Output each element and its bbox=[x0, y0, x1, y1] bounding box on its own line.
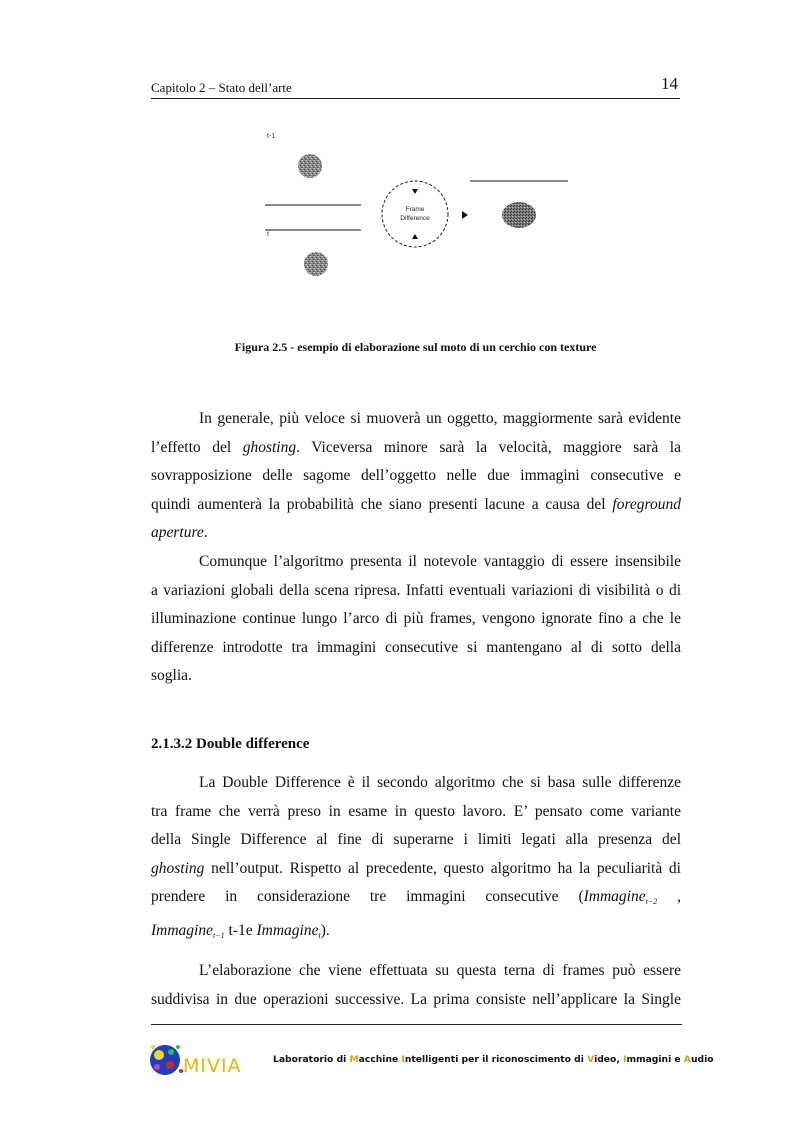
text-run-italic: Immagine bbox=[583, 888, 646, 905]
node-label-line2: Difference bbox=[400, 215, 430, 222]
difference-result-blob bbox=[502, 202, 536, 228]
text-line: soglia. bbox=[151, 667, 192, 684]
text-line: tra frame che verrà preso in esame in questo lavoro. E’ pensato come variante bbox=[151, 802, 681, 820]
text-line: Comunque l’algoritmo presenta il notevole vantaggio di essere insensibile bbox=[199, 553, 681, 570]
text-run: ntelligenti per il riconoscimento di bbox=[404, 1054, 588, 1065]
text-line: differenze introdotte tra immagini consecutive si mantengano al di sotto della bbox=[151, 638, 681, 656]
paragraph-advantage bbox=[151, 548, 681, 691]
text-line: suddivisa in due operazioni successive. La prima consiste nell’applicare la Single bbox=[151, 990, 681, 1008]
text-run: nell’output. Rispetto al precedente, questo algoritmo ha la peculiarità di bbox=[204, 859, 681, 877]
text-run: udio bbox=[690, 1054, 714, 1065]
chapter-title: Capitolo 2 – Stato dell’arte bbox=[151, 80, 292, 95]
paragraph-double-difference bbox=[151, 769, 681, 950]
text-line bbox=[151, 883, 681, 917]
text-line: La Double Difference è il secondo algoritmo che si basa sulle differenze bbox=[199, 774, 681, 791]
text-run: mmagini e bbox=[626, 1054, 684, 1065]
mivia-logo bbox=[145, 1038, 245, 1080]
text-line: L’elaborazione che viene effettuata su questa terna di frames può essere bbox=[199, 962, 681, 979]
label-t: t bbox=[267, 231, 269, 238]
label-t-minus-1: t-1 bbox=[267, 133, 276, 140]
text-run: ideo, bbox=[594, 1054, 624, 1065]
text-run-italic: ghosting bbox=[242, 438, 297, 456]
text-line: della Single Difference al fine di superarne i limiti legati alla presenza del bbox=[151, 831, 681, 848]
figure-frame-difference bbox=[258, 128, 578, 278]
text-line bbox=[151, 491, 681, 520]
arrow-up-icon bbox=[412, 234, 418, 239]
text-run: l’effetto del bbox=[151, 438, 243, 456]
subscript: t bbox=[318, 930, 321, 940]
circle-frame-t-minus-1 bbox=[298, 154, 322, 178]
text-run-italic: ghosting bbox=[151, 859, 205, 877]
text-run: quindi aumenterà la probabilità che siano presenti lacune a causa del bbox=[151, 495, 613, 513]
figure-diagram bbox=[258, 128, 578, 278]
paragraph-ghosting bbox=[151, 405, 681, 548]
paragraph-processing bbox=[151, 957, 681, 1014]
text-run-highlight: A bbox=[683, 1054, 691, 1065]
text-run: t-1e bbox=[224, 921, 257, 939]
text-line: a variazioni globali della scena ripresa. Infatti eventuali variazioni di visibilità o di bbox=[151, 581, 681, 599]
footer-rule bbox=[151, 1024, 682, 1025]
logo-text: MIVIA bbox=[183, 1055, 242, 1077]
text-line: In generale, più veloce si muoverà un oggetto, maggiormente sarà evidente bbox=[199, 410, 681, 427]
text-run: Laboratorio di bbox=[273, 1054, 350, 1065]
text-run: . bbox=[203, 524, 208, 541]
circle-frame-t bbox=[304, 252, 328, 276]
page-number: 14 bbox=[661, 74, 678, 93]
figure-caption: Figura 2.5 - esempio di elaborazione sul moto di un cerchio con texture bbox=[234, 340, 597, 354]
text-line: sovrapposizione delle sagome dell’oggetto nelle due immagini consecutive e bbox=[151, 467, 681, 484]
text-run-highlight: I bbox=[401, 1054, 405, 1065]
text-line bbox=[151, 434, 681, 463]
arrow-down-icon bbox=[412, 189, 418, 194]
text-run-italic: Immagine bbox=[256, 921, 319, 939]
subscript: t−1 bbox=[213, 930, 225, 940]
page-header bbox=[151, 74, 680, 99]
text-run-highlight: I bbox=[623, 1054, 627, 1065]
subscript: t−2 bbox=[645, 897, 658, 906]
text-run: prendere in considerazione tre immagini consecutive ( bbox=[151, 888, 584, 905]
text-run-highlight: V bbox=[587, 1054, 595, 1065]
node-label-line1: Frame bbox=[405, 206, 425, 213]
text-run: ). bbox=[320, 921, 330, 939]
text-run: , bbox=[677, 888, 682, 905]
text-line bbox=[151, 855, 681, 884]
text-run-highlight: M bbox=[349, 1054, 359, 1065]
footer-lab-name bbox=[273, 1054, 714, 1065]
text-run-italic: aperture bbox=[151, 524, 204, 541]
text-line: illuminazione continue lungo l’arco di più frames, vengono ignorate fino a che le bbox=[151, 610, 681, 627]
text-run: . Viceversa minore sarà la velocità, maggiore sarà la bbox=[296, 438, 681, 456]
text-run: acchine bbox=[358, 1054, 402, 1065]
text-line bbox=[151, 519, 681, 548]
text-line bbox=[151, 917, 681, 951]
arrow-right-icon bbox=[462, 211, 468, 219]
text-run-italic: foreground bbox=[612, 495, 681, 513]
text-run-italic: Immagine bbox=[151, 921, 213, 939]
section-heading: 2.1.3.2 Double difference bbox=[151, 736, 310, 752]
